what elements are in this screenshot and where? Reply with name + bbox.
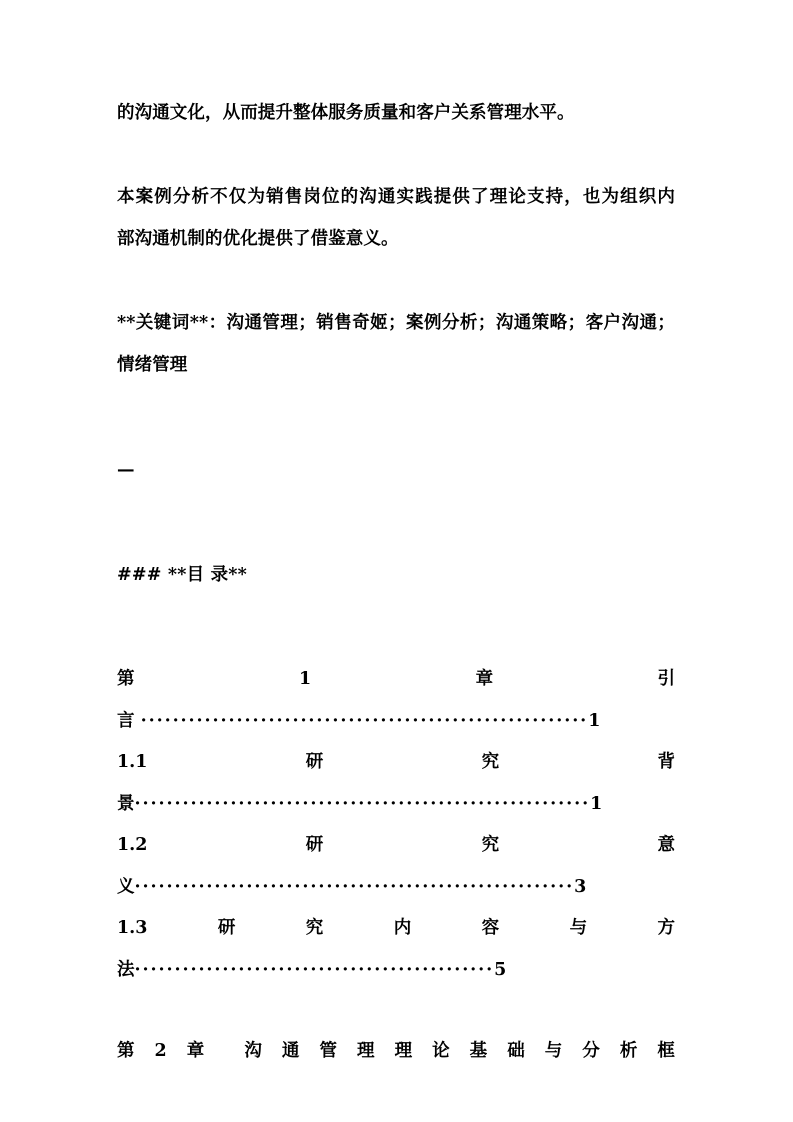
toc-title-char: 沟	[244, 1041, 262, 1061]
toc-title-char: 管	[319, 1041, 337, 1061]
toc-block-spacer	[117, 991, 675, 1031]
toc-title-char: 与	[544, 1041, 563, 1061]
paragraph-spacer	[117, 638, 675, 659]
toc-entry-leader-line	[117, 784, 675, 826]
abstract-paragraph-2-line-2: 部沟通机制的优化提供了借鉴意义。	[117, 229, 399, 249]
toc-title-char: 1	[298, 669, 312, 689]
paragraph-spacer	[117, 428, 675, 449]
toc-entry-leader-line	[117, 701, 675, 743]
toc-title-char: 方	[657, 918, 675, 938]
toc-title-char: 与	[569, 918, 588, 938]
toc-title-tail: 义	[117, 876, 135, 897]
section-divider: —	[117, 460, 134, 480]
toc-title-char: 1.2	[117, 835, 148, 855]
toc-title-char: 析	[619, 1041, 638, 1061]
toc-title-char: 研	[305, 835, 324, 855]
toc-dot-leader: ·······················································	[134, 876, 575, 897]
toc-entry-title-line	[117, 825, 675, 867]
toc-title-char: 背	[657, 752, 675, 772]
toc-entry-leader-line	[117, 950, 675, 992]
toc-title-char: 第	[117, 1041, 135, 1061]
toc-title-char: 究	[481, 752, 500, 772]
toc-title-char: 研	[305, 752, 324, 772]
toc-title-char: 分	[582, 1041, 600, 1061]
toc-entry-leader-line	[117, 867, 675, 909]
toc-entry-title-line	[117, 659, 675, 701]
toc-entry[interactable]	[117, 659, 675, 742]
toc-title-char: 究	[305, 918, 324, 938]
toc-title-char: 1.3	[117, 918, 148, 938]
toc-title-char: 通	[281, 1041, 300, 1061]
toc-title-tail: 言	[117, 710, 141, 731]
toc-title-char: 1.1	[117, 752, 148, 772]
toc-entry[interactable]	[117, 1031, 675, 1073]
page-content-column	[117, 92, 675, 1073]
toc-entry-title-line	[117, 742, 675, 784]
toc-title-char: 论	[432, 1041, 450, 1061]
toc-title-char: 意	[657, 835, 675, 855]
toc-title-char: 基	[469, 1041, 488, 1061]
toc-title-char: 究	[481, 835, 500, 855]
toc-page-number: 1	[588, 710, 601, 731]
toc-title-char: 引	[657, 669, 675, 689]
toc-dot-leader: ························································	[140, 710, 589, 731]
toc-title-char: 章	[186, 1041, 205, 1061]
toc-title-char: 研	[217, 918, 236, 938]
toc-entry[interactable]	[117, 742, 675, 825]
toc-entry[interactable]	[117, 825, 675, 908]
keywords-line-2: 情绪管理	[117, 355, 188, 375]
paragraph-spacer	[117, 596, 675, 638]
paragraph-spacer	[117, 491, 675, 533]
toc-title-char: 框	[657, 1041, 675, 1061]
toc-title-char: 内	[393, 918, 412, 938]
toc-title-char: 章	[475, 669, 494, 689]
toc-title-tail: 景	[117, 793, 135, 814]
paragraph-spacer	[117, 260, 675, 302]
toc-title-char: 理	[394, 1041, 413, 1061]
toc-entry-title-line	[117, 908, 675, 950]
toc-entry[interactable]	[117, 908, 675, 991]
toc-title-char: 第	[117, 669, 135, 689]
paragraph-spacer	[117, 134, 675, 176]
toc-page-number: 1	[590, 793, 603, 814]
toc-title-tail: 法	[117, 959, 135, 980]
abstract-paragraph-1: 的沟通文化，从而提升整体服务质量和客户关系管理水平。	[117, 103, 575, 123]
toc-title-char: 础	[507, 1041, 525, 1061]
toc-page-number: 3	[574, 876, 587, 897]
toc-page-number: 5	[494, 959, 507, 980]
keywords-line-1: **关键词**：沟通管理；销售奇姬；案例分析；沟通策略；客户沟通；	[117, 313, 675, 333]
paragraph-spacer	[117, 533, 675, 554]
abstract-paragraph-2-line-1: 本案例分析不仅为销售岗位的沟通实践提供了理论支持，也为组织内	[117, 187, 675, 207]
toc-title-char: 2	[154, 1041, 167, 1061]
toc-dot-leader: ·············································	[134, 959, 495, 980]
toc-title-char: 理	[357, 1041, 375, 1061]
toc-entry-title-line	[117, 1031, 675, 1073]
toc-dot-leader: ·························································	[134, 793, 591, 814]
toc-heading: ### **目 录**	[117, 565, 247, 585]
toc-title-char: 容	[481, 918, 500, 938]
paragraph-spacer	[117, 386, 675, 428]
table-of-contents	[117, 659, 675, 1073]
